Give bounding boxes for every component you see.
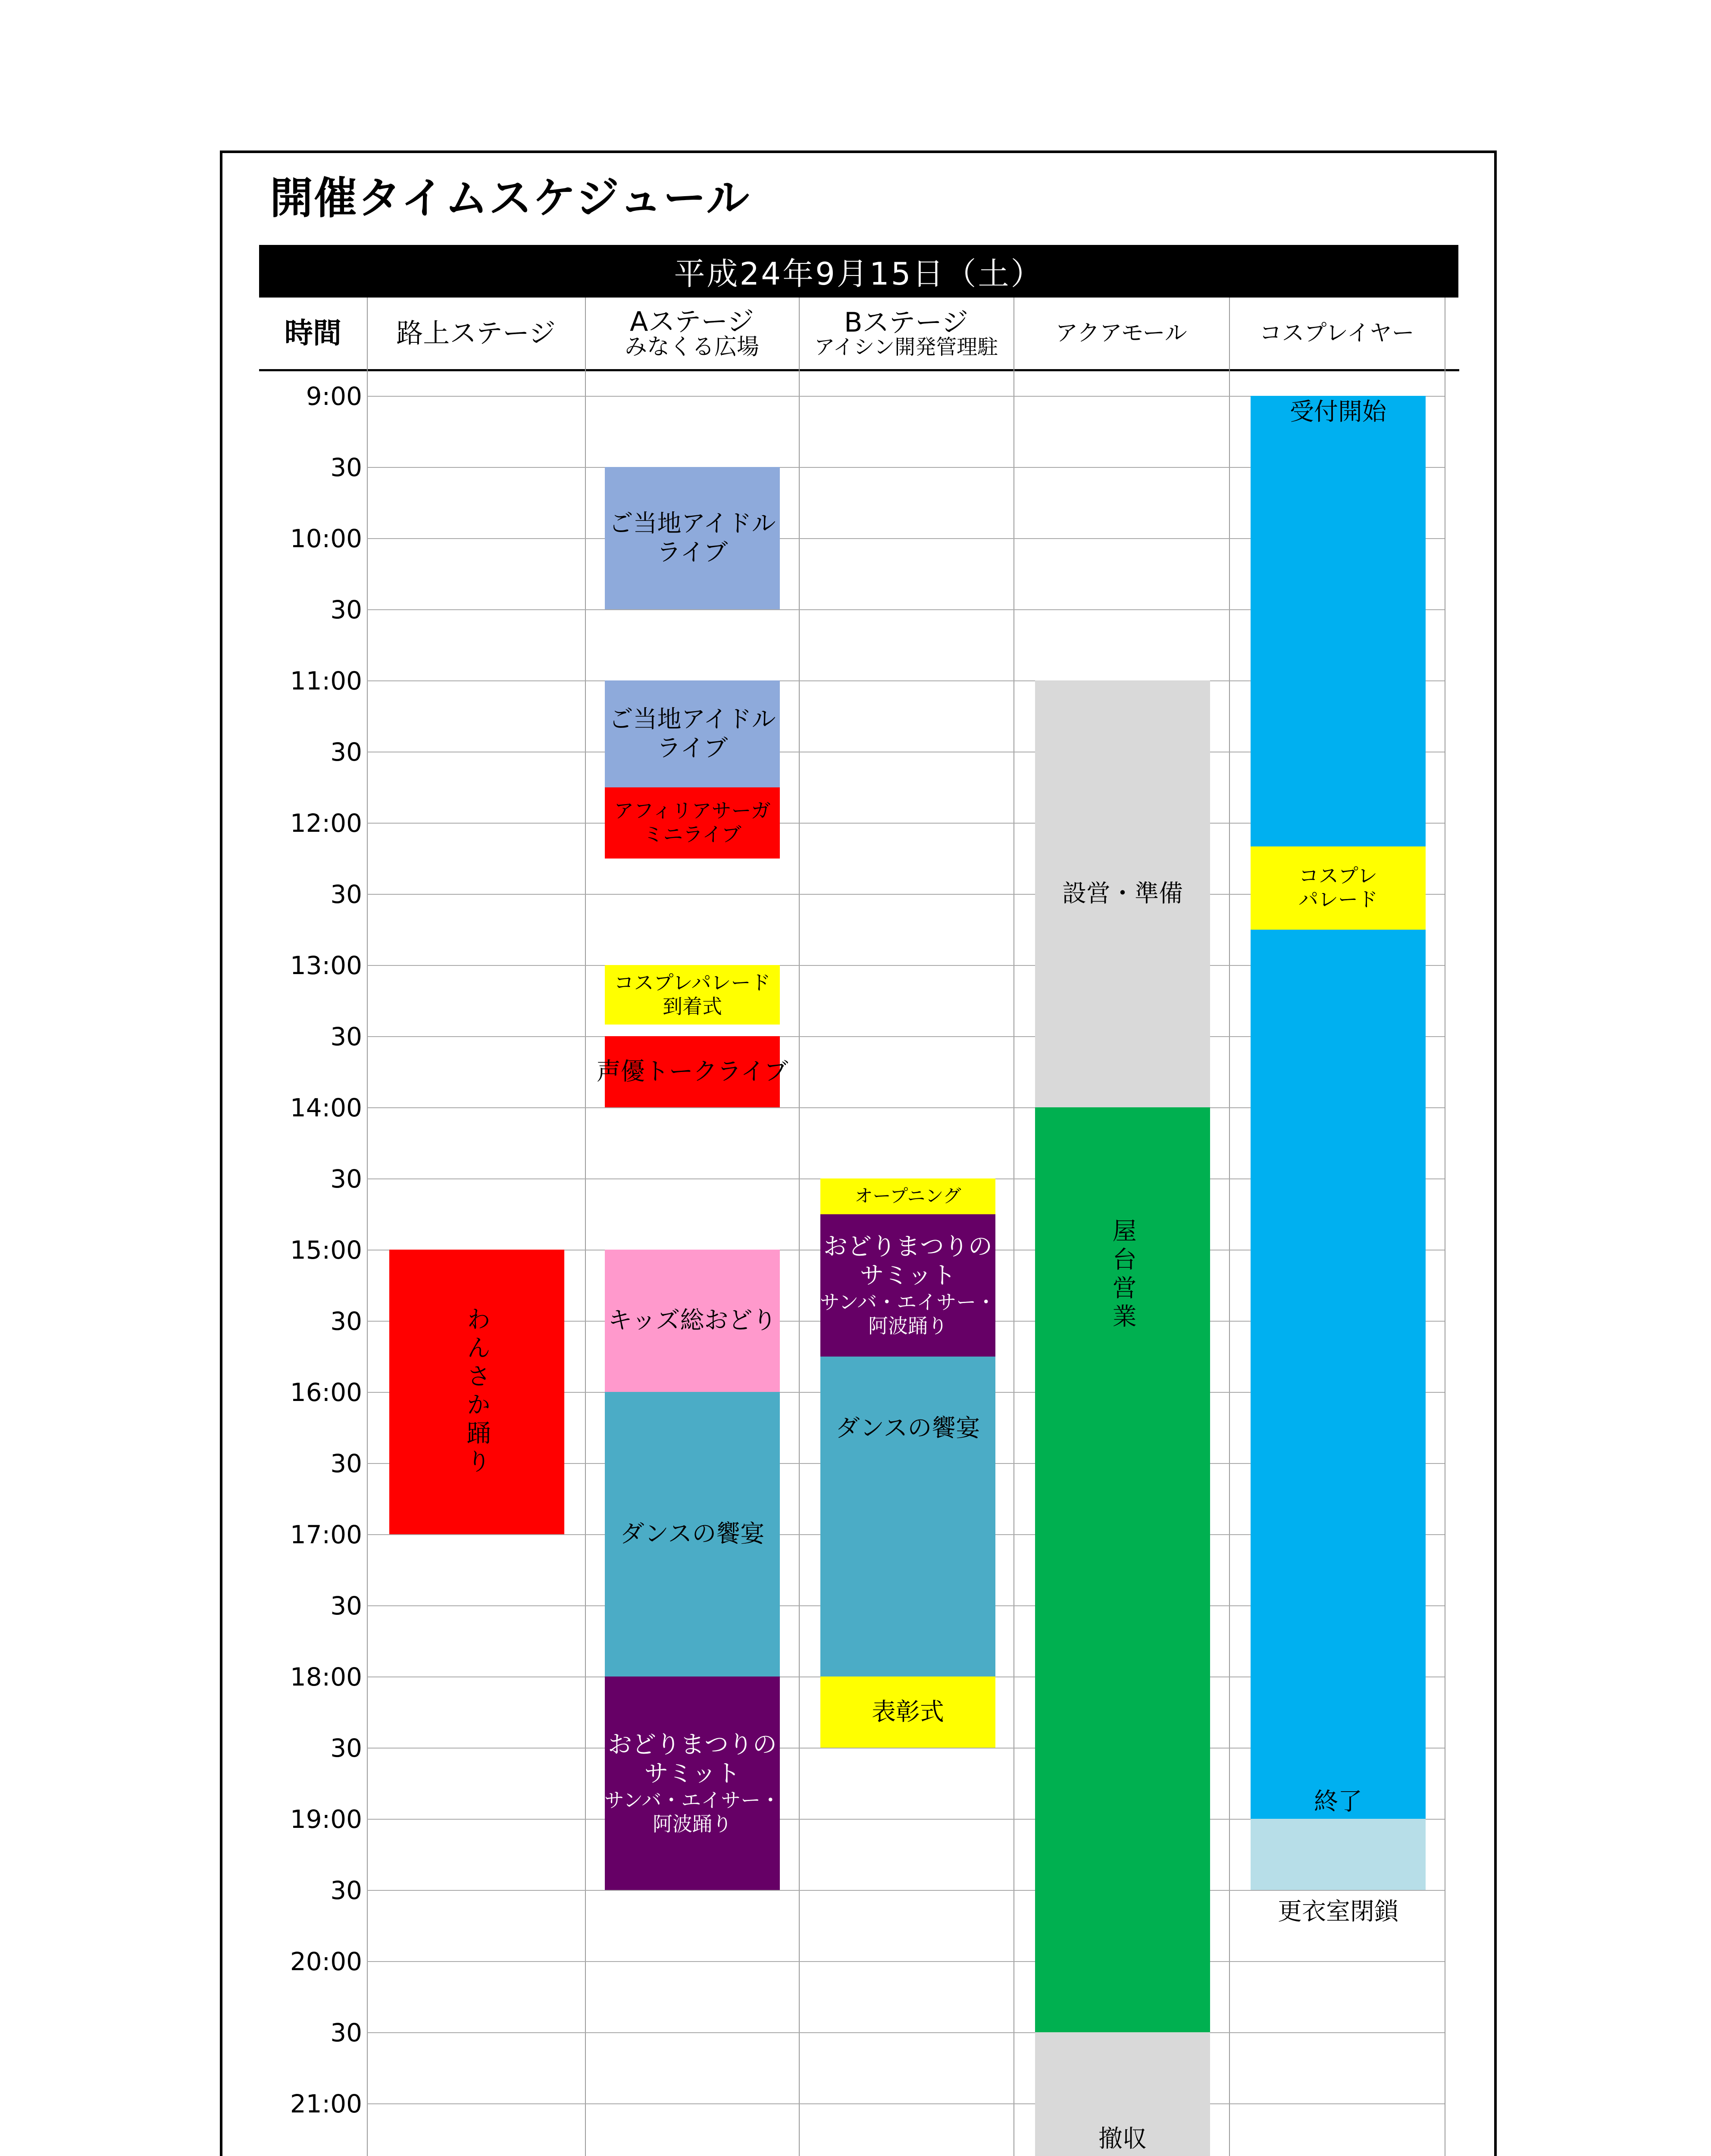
event-label: アフィリアサーガ xyxy=(614,799,771,822)
time-label: 13:00 xyxy=(290,951,362,980)
column-header-cosplayer xyxy=(1229,298,1445,369)
column-divider xyxy=(1013,298,1014,2156)
column-header-text: アクアモール xyxy=(1055,320,1187,346)
time-gridline xyxy=(367,2032,1445,2033)
time-label: 19:00 xyxy=(290,1805,362,1834)
time-label: 30 xyxy=(330,453,362,482)
column-divider xyxy=(799,298,800,2156)
time-label: 30 xyxy=(330,1164,362,1194)
column-header-stageB xyxy=(799,298,1013,369)
time-label: 20:00 xyxy=(290,1947,362,1976)
column-divider xyxy=(367,298,368,2156)
event-label: 声優トークライブ xyxy=(596,1057,788,1086)
event-label: 撤収 xyxy=(1098,2125,1147,2153)
event-label: 阿波踊り xyxy=(868,1314,948,1338)
event-label: 受付開始 xyxy=(1290,398,1386,426)
event-label: コスプレ xyxy=(1298,864,1378,888)
time-label: 30 xyxy=(330,1022,362,1051)
column-header-text: 路上ステージ xyxy=(396,317,556,349)
time-label: 30 xyxy=(330,595,362,624)
event-label: ダンスの饗宴 xyxy=(620,1520,765,1548)
event-note: 更衣室閉鎖 xyxy=(1278,1898,1398,1926)
event-label: 設営・準備 xyxy=(1062,880,1183,908)
time-label: 30 xyxy=(330,2018,362,2047)
event-block-stageA xyxy=(605,680,780,787)
column-header-time xyxy=(259,298,367,369)
time-label: 18:00 xyxy=(290,1662,362,1692)
event-label: 到着式 xyxy=(663,994,722,1018)
column-header-text: Aステージ xyxy=(630,306,754,338)
time-label: 30 xyxy=(330,1876,362,1905)
event-block-stageA xyxy=(605,1677,780,1890)
event-block-cosplayer xyxy=(1251,930,1426,1819)
event-label: 終了 xyxy=(1314,1787,1362,1816)
time-label: 9:00 xyxy=(306,382,362,411)
event-block-stageB xyxy=(820,1214,995,1357)
event-block-stageB xyxy=(820,1178,995,1214)
column-divider xyxy=(1229,298,1230,2156)
time-label: 30 xyxy=(330,1733,362,1763)
column-divider xyxy=(585,298,586,2156)
column-header-road xyxy=(367,298,585,369)
event-label: 阿波踊り xyxy=(653,1812,732,1836)
event-block-stageA xyxy=(605,787,780,859)
event-label: おどりまつりの xyxy=(823,1233,992,1261)
column-header-aqua xyxy=(1013,298,1229,369)
column-header-text: 時間 xyxy=(285,317,341,350)
time-label: 11:00 xyxy=(290,666,362,696)
time-label: 10:00 xyxy=(290,524,362,553)
event-block-stageB xyxy=(820,1677,995,1748)
event-block-cosplayer xyxy=(1251,1819,1426,1890)
column-header-text: コスプレイヤー xyxy=(1259,320,1414,346)
column-header-text: アイシン開発管理駐 xyxy=(814,335,998,360)
time-label: 30 xyxy=(330,880,362,909)
event-label: コスプレパレード xyxy=(614,971,771,994)
event-label: オープニング xyxy=(854,1185,961,1207)
event-label: ご当地アイドル xyxy=(609,705,776,733)
time-label: 21:00 xyxy=(290,2089,362,2118)
event-block-aqua xyxy=(1035,2032,1210,2156)
event-block-road xyxy=(389,1250,564,1534)
column-header-stageA xyxy=(585,298,799,369)
time-label: 17:00 xyxy=(290,1520,362,1549)
event-block-cosplayer xyxy=(1251,846,1426,930)
event-block-cosplayer xyxy=(1251,396,1426,846)
column-header-text: みなくる広場 xyxy=(624,334,759,360)
event-label: サンバ・エイサー・ xyxy=(604,1788,781,1812)
time-label: 15:00 xyxy=(290,1235,362,1265)
time-gridline xyxy=(367,1890,1445,1891)
time-label: 30 xyxy=(330,1307,362,1336)
event-label: サミット xyxy=(644,1760,741,1788)
event-label: 表彰式 xyxy=(872,1698,944,1726)
time-label: 30 xyxy=(330,737,362,767)
event-block-stageA xyxy=(605,467,780,609)
event-label: おどりまつりの xyxy=(608,1731,777,1759)
event-block-stageA xyxy=(605,1392,780,1677)
event-label: ミニライブ xyxy=(643,823,741,846)
date-banner: 平成24年9月15日（土） xyxy=(259,245,1458,298)
time-gridline xyxy=(367,1961,1445,1962)
event-block-stageB xyxy=(820,1357,995,1677)
time-label: 12:00 xyxy=(290,808,362,838)
event-block-stageA xyxy=(605,1250,780,1392)
event-label: ライブ xyxy=(657,539,728,567)
event-label: キッズ総おどり xyxy=(608,1307,777,1335)
event-label: ご当地アイドル xyxy=(609,509,776,538)
event-label: サンバ・エイサー・ xyxy=(820,1290,996,1314)
header-divider xyxy=(259,369,1459,371)
column-header-text: Bステージ xyxy=(844,307,969,338)
time-label: 30 xyxy=(330,1591,362,1620)
time-label: 30 xyxy=(330,1449,362,1478)
time-label: 14:00 xyxy=(290,1093,362,1122)
event-block-aqua xyxy=(1035,680,1210,1107)
event-label: ライブ xyxy=(657,734,728,762)
event-block-aqua xyxy=(1035,1107,1210,2032)
event-label: パレード xyxy=(1298,888,1378,912)
time-gridline xyxy=(367,2103,1445,2104)
event-label: わんさか踊り xyxy=(463,1307,491,1477)
event-label: 屋台営業 xyxy=(1108,1218,1137,1332)
event-label: ダンスの饗宴 xyxy=(835,1414,980,1443)
event-label: サミット xyxy=(860,1262,956,1290)
event-block-stageA xyxy=(605,965,780,1025)
event-block-stageA xyxy=(596,1036,788,1107)
page-title: 開催タイムスケジュール xyxy=(270,173,750,223)
time-label: 16:00 xyxy=(290,1378,362,1407)
